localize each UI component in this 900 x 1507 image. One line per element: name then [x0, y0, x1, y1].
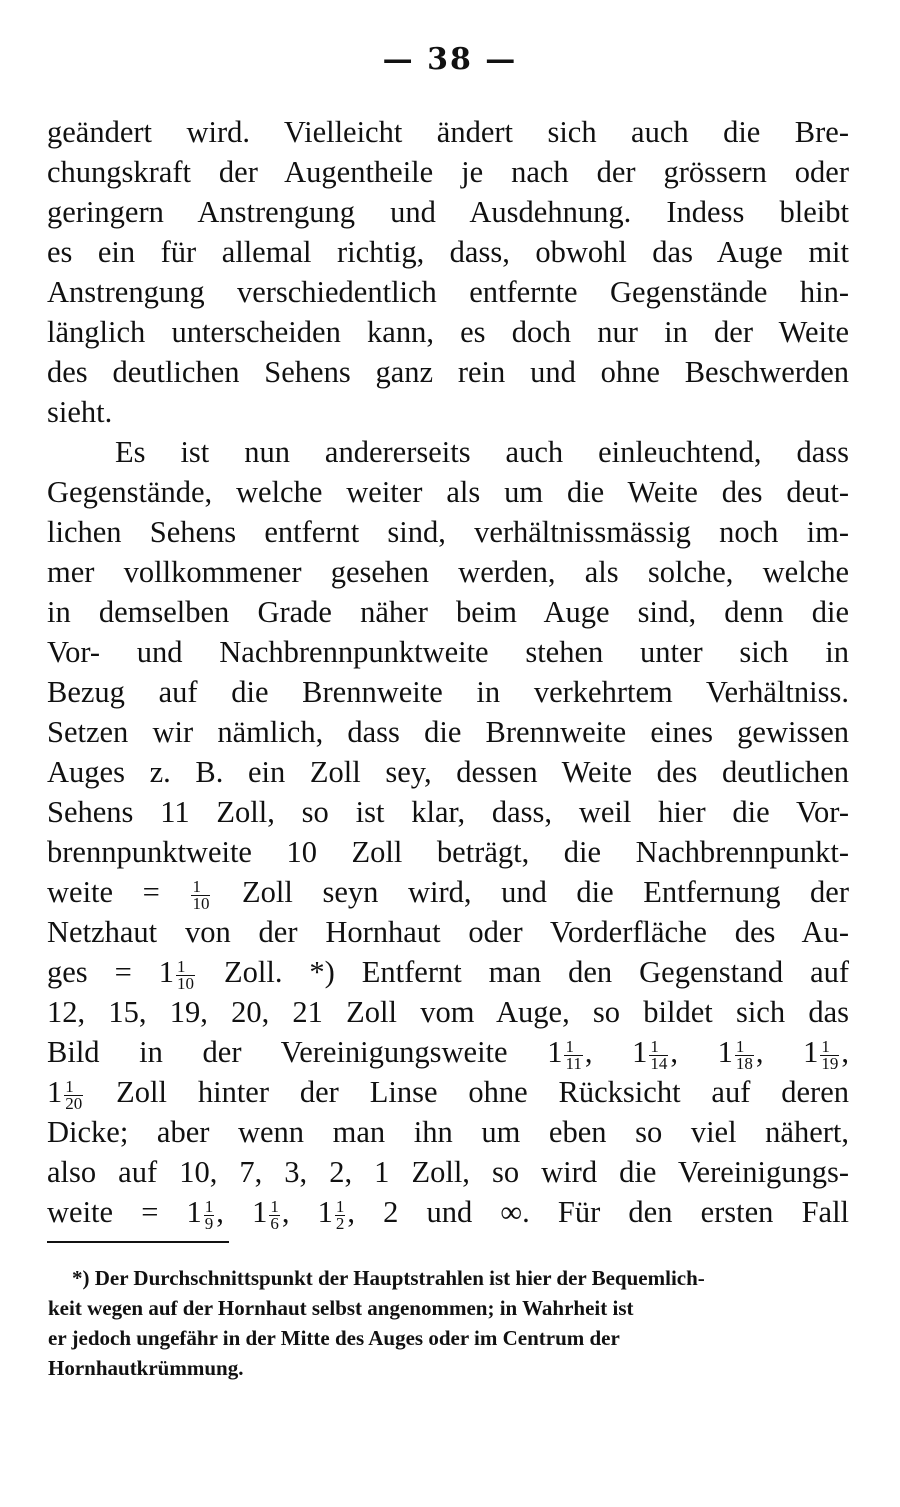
- fraction-denominator: 19: [821, 1053, 839, 1073]
- text-segment: Zoll seyn wird, und die Entfernung der: [242, 875, 850, 909]
- fraction: [335, 1196, 346, 1233]
- text-segment: Bild in der Vereinigungsweite 1: [47, 1035, 563, 1069]
- text-line: Dicke; aber wenn man ihn um eben so viel nähert,: [47, 1115, 849, 1149]
- text-line: Gegenstände, welche weiter als um die Weite des deut-: [47, 475, 849, 509]
- text-segment: ges = 1: [47, 955, 175, 989]
- text-line: Anstrengung verschiedentlich entfernte Gegenstände hin-: [47, 275, 849, 309]
- text-segment: , 1: [216, 1195, 268, 1229]
- footnote-line: er jedoch ungefähr in der Mitte des Auges oder im Centrum der: [48, 1326, 620, 1350]
- fraction-numerator: 1: [64, 1079, 83, 1096]
- text-segment: Zoll. *) Entfernt man den Gegenstand auf: [224, 955, 850, 989]
- fraction-numerator: 1: [176, 959, 195, 976]
- footnote-line: Hornhautkrümmung.: [48, 1356, 244, 1380]
- fraction-denominator: 10: [192, 893, 210, 913]
- fraction: [204, 1196, 215, 1233]
- text-line: [47, 952, 849, 992]
- text-segment: , 1: [584, 1035, 648, 1069]
- fraction-denominator: 2: [335, 1213, 345, 1233]
- text-segment: weite = 1: [47, 1195, 202, 1229]
- fraction-numerator: 1: [564, 1039, 582, 1056]
- text-line: in demselben Grade näher beim Auge sind, denn die: [47, 595, 849, 629]
- text-line: lichen Sehens entfernt sind, verhältnissmässig noch im-: [47, 515, 849, 549]
- fraction-numerator: 1: [649, 1039, 668, 1056]
- text-segment: ,: [841, 1035, 850, 1069]
- text-line: Setzen wir nämlich, dass die Brennweite eines gewissen: [47, 715, 849, 749]
- fraction-denominator: 20: [65, 1093, 83, 1113]
- footnote-divider: [47, 1241, 229, 1243]
- text-segment: 1: [47, 1075, 63, 1109]
- fraction: [64, 1076, 83, 1113]
- fraction-numerator: 1: [735, 1039, 754, 1056]
- text-line: Es ist nun andererseits auch einleuchtend, dass: [115, 435, 849, 469]
- fraction: [649, 1036, 668, 1073]
- fraction: [820, 1036, 839, 1073]
- text-line: länglich unterscheiden kann, es doch nur in der Weite: [47, 315, 849, 349]
- fraction-numerator: 1: [335, 1196, 345, 1216]
- footnote-line: keit wegen auf der Hornhaut selbst angenommen; in Wahrheit ist: [48, 1296, 634, 1320]
- text-segment: , 2 und ∞. Für den ersten Fall: [347, 1195, 850, 1229]
- text-line: Auges z. B. ein Zoll sey, dessen Weite des deutlichen: [47, 755, 849, 789]
- fraction-numerator: 1: [191, 879, 210, 896]
- text-line: Sehens 11 Zoll, so ist klar, dass, weil hier die Vor-: [47, 795, 849, 829]
- fraction-denominator: 11: [565, 1053, 582, 1073]
- fraction: [176, 956, 195, 993]
- body-text: [47, 112, 849, 1232]
- fraction: [735, 1036, 754, 1073]
- text-line: [47, 872, 849, 912]
- fraction-denominator: 10: [177, 973, 195, 993]
- text-line: 12, 15, 19, 20, 21 Zoll vom Auge, so bildet sich das: [47, 995, 849, 1029]
- text-line: [47, 1192, 849, 1232]
- fraction-denominator: 14: [650, 1053, 668, 1073]
- text-line: sieht.: [47, 395, 113, 429]
- fraction-denominator: 6: [270, 1213, 279, 1233]
- text-line: [47, 1072, 849, 1112]
- fraction-numerator: 1: [820, 1039, 839, 1056]
- text-segment: weite =: [47, 875, 160, 909]
- footnote: [48, 1263, 849, 1383]
- fraction: [191, 876, 210, 913]
- text-line: [47, 1032, 849, 1072]
- fraction-denominator: 18: [735, 1053, 753, 1073]
- text-line: Vor- und Nachbrennpunktweite stehen unter sich in: [47, 635, 849, 669]
- text-line: chungskraft der Augentheile je nach der grössern oder: [47, 155, 849, 189]
- fraction-numerator: 1: [204, 1196, 214, 1216]
- text-segment: Zoll hinter der Linse ohne Rücksicht auf deren: [116, 1075, 849, 1109]
- text-segment: , 1: [755, 1035, 819, 1069]
- fraction: [564, 1036, 582, 1073]
- text-line: mer vollkommener gesehen werden, als solche, welche: [47, 555, 849, 589]
- text-line: es ein für allemal richtig, dass, obwohl das Auge mit: [47, 235, 849, 269]
- text-segment: , 1: [670, 1035, 733, 1069]
- fraction-numerator: 1: [270, 1196, 279, 1216]
- footnote-line: *) Der Durchschnittspunkt der Hauptstrahlen ist hier der Bequemlich-: [72, 1266, 705, 1290]
- text-line: des deutlichen Sehens ganz rein und ohne Beschwerden: [47, 355, 849, 389]
- text-line: geändert wird. Vielleicht ändert sich auch die Bre-: [47, 115, 849, 149]
- fraction-denominator: 9: [204, 1213, 214, 1233]
- text-line: also auf 10, 7, 3, 2, 1 Zoll, so wird die Vereinigungs-: [47, 1155, 849, 1189]
- text-line: Netzhaut von der Hornhaut oder Vorderfläche des Au-: [47, 915, 849, 949]
- text-line: Bezug auf die Brennweite in verkehrtem Verhältniss.: [47, 675, 849, 709]
- fraction: [269, 1196, 280, 1233]
- text-line: brennpunktweite 10 Zoll beträgt, die Nachbrennpunkt-: [47, 835, 849, 869]
- page-number: — 38 —: [382, 42, 518, 77]
- text-line: geringern Anstrengung und Ausdehnung. Indess bleibt: [47, 195, 849, 229]
- text-segment: , 1: [281, 1195, 333, 1229]
